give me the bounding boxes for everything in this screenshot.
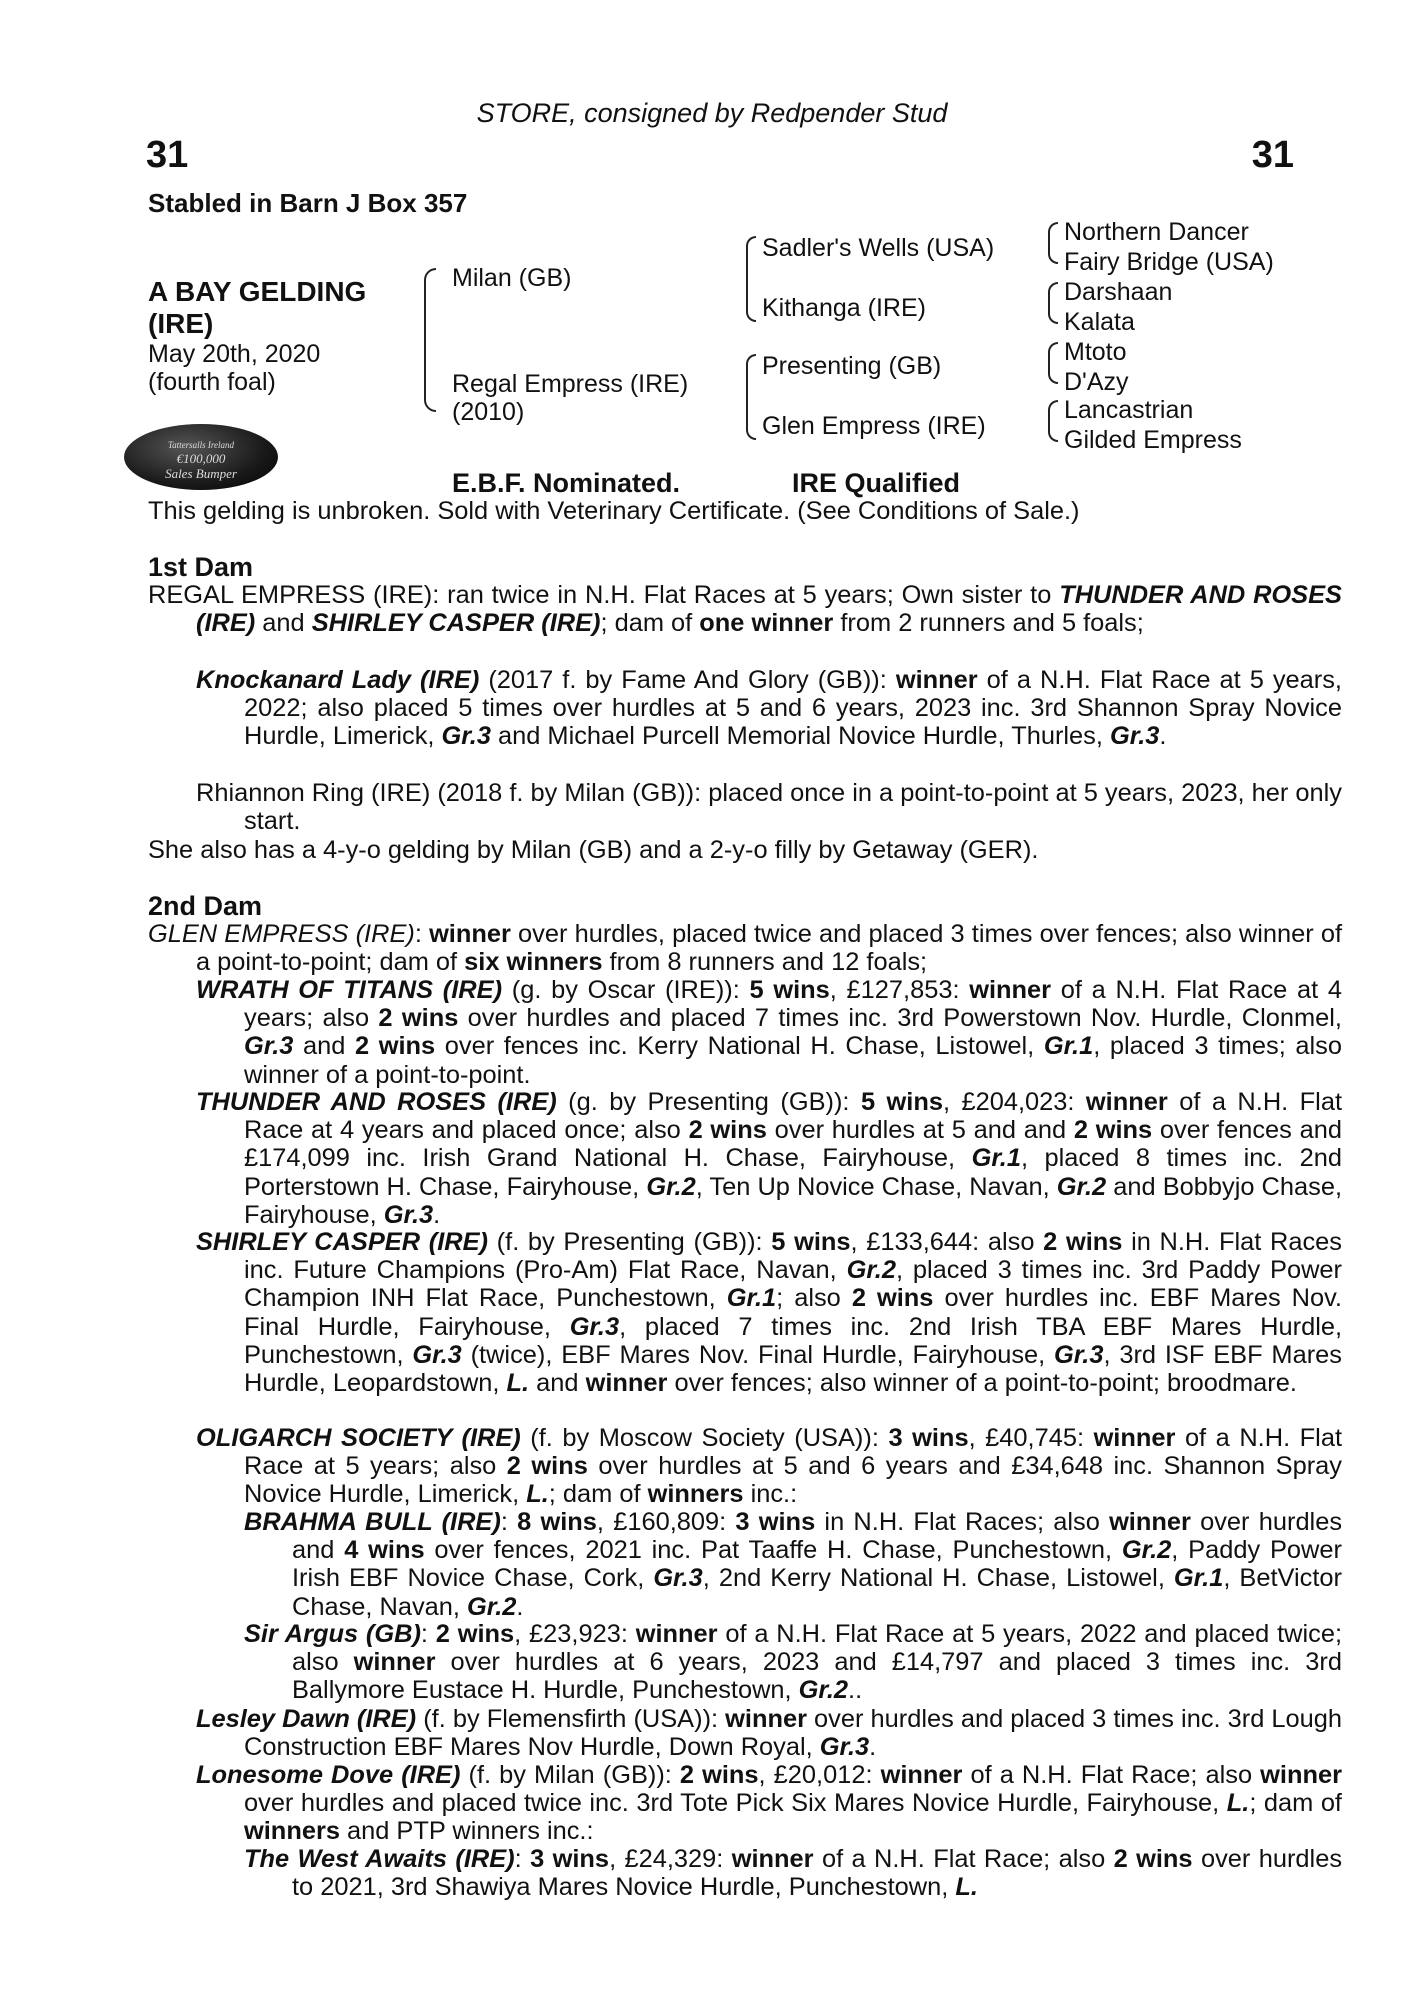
produce-wrath-of-titans: WRATH OF TITANS (IRE) (g. by Oscar (IRE)): 5 wins, £127,853: winner of a N.H. Flat Race at 4 years; also 2 wins over hurdles and placed 7 times inc. 3rd Powerstown Nov. Hurdle, Clonmel, Gr.3 and 2 wins over fences inc. Kerry National H. Chase, Listowel, Gr.1, placed 3 times; also winner of a point-to-point. [196,976,1342,1089]
produce-thunder-and-roses: THUNDER AND ROSES (IRE) (g. by Presenting (GB)): 5 wins, £204,023: winner of a N.H. Flat Race at 4 years and placed once; also 2 wins over hurdles at 5 and and 2 wins over fences and £174,099 inc. Irish Grand National H. Chase, Fairyhouse, Gr.1, placed 8 times inc. 2nd Porterstown H. Chase, Fairyhouse, Gr.2, Ten Up Novice Chase, Navan, Gr.2 and Bobbyjo Chase, Fairyhouse, Gr.3. [196,1088,1343,1229]
first-dam-intro: REGAL EMPRESS (IRE): ran twice in N.H. Flat Races at 5 years; Own sister to THUNDER AND ROSES (IRE) and SHIRLEY CASPER (IRE); dam of one winner from 2 runners and 5 foals; [148,581,1342,638]
badge-top-text: Tattersalls Ireland [167,440,235,450]
horse-title-line2: (IRE) [148,308,214,339]
consignor-line: STORE, consigned by Redpender Stud [476,98,948,128]
pedigree-brace-sire [746,236,756,322]
produce-shirley-casper: SHIRLEY CASPER (IRE) (f. by Presenting (GB)): 5 wins, £133,644: also 2 wins in N.H. Flat Races inc. Future Champions (Pro-Am) Flat Race, Navan, Gr.2, placed 3 times inc. 3rd Paddy Power Champion INH Flat Race, Punchestown, Gr.1; also 2 wins over hurdles inc. EBF Mares Nov. Final Hurdle, Fairyhouse, Gr.3, placed 7 times inc. 2nd Irish TBA EBF Mares Hurdle, Punchestown, Gr.3 (twice), EBF Mares Nov. Final Hurdle, Fairyhouse, Gr.3, 3rd ISF EBF Mares Hurdle, Leopardstown, L. and winner over fences; also winner of a point-to-point; broodmare. [196,1228,1343,1398]
pedigree-g7: Lancastrian [1064,396,1194,424]
produce-oligarch-society: OLIGARCH SOCIETY (IRE) (f. by Moscow Society (USA)): 3 wins, £40,745: winner of a N.H. Flat Race at 5 years; also 2 wins over hurdles at 5 and 6 years and £34,648 inc. Shannon Spray Novice Hurdle, Limerick, L.; dam of winners inc.: [196,1424,1342,1509]
pedigree-g6: D'Azy [1064,368,1129,396]
produce-the-west-awaits: The West Awaits (IRE): 3 wins, £24,329: winner of a N.H. Flat Race; also 2 wins over hurdles to 2021, 3rd Shawiya Mares Novice Hurdle, Punchestown, L. [244,1845,1343,1902]
produce-sir-argus: Sir Argus (GB): 2 wins, £23,923: winner of a N.H. Flat Race at 5 years, 2022 and placed twice; also winner over hurdles at 6 years, 2023 and £14,797 and placed 3 times inc. 3rd Ballymore Eustace H. Hurdle, Punchestown, Gr.2.. [244,1620,1342,1705]
second-dam-intro: GLEN EMPRESS (IRE): winner over hurdles, placed twice and placed 3 times over fences; also winner of a point-to-point; dam of six winners from 8 runners and 12 foals; [148,920,1343,977]
badge-amount: €100,000 [176,451,226,466]
produce-knockanard-lady: Knockanard Lady (IRE) (2017 f. by Fame And Glory (GB)): winner of a N.H. Flat Race at 5 years, 2022; also placed 5 times over hurdles at 5 and 6 years, 2023 inc. 3rd Shannon Spray Novice Hurdle, Limerick, Gr.3 and Michael Purcell Memorial Novice Hurdle, Thurles, Gr.3. [196,666,1342,751]
pedigree-g1: Northern Dancer [1064,218,1249,246]
stabling-info: Stabled in Barn J Box 357 [148,188,468,218]
pedigree-brace-g2 [1048,282,1058,324]
first-dam-also: She also has a 4-y-o gelding by Milan (GB) and a 2-y-o filly by Getaway (GER). [148,836,1039,864]
produce-brahma-bull: BRAHMA BULL (IRE): 8 wins, £160,809: 3 wins in N.H. Flat Races; also winner over hurdles and 4 wins over fences, 2021 inc. Pat Taaffe H. Chase, Punchestown, Gr.2, Paddy Power Irish EBF Novice Chase, Cork, Gr.3, 2nd Kerry National H. Chase, Listowel, Gr.1, BetVictor Chase, Navan, Gr.2. [244,1508,1343,1621]
pedigree-sire-sire: Sadler's Wells (USA) [762,234,995,262]
pedigree-g5: Mtoto [1064,338,1127,366]
lot-number-right: 31 [1251,134,1294,176]
pedigree-brace-dam [746,354,756,440]
pedigree-brace-g4 [1048,400,1058,442]
horse-title [148,276,366,340]
first-dam-heading: 1st Dam [148,552,254,582]
pedigree-dam-sire: Presenting (GB) [762,352,942,380]
sale-conditions-note: This gelding is unbroken. Sold with Veterinary Certificate. (See Conditions of Sale.) [148,497,1080,525]
pedigree-brace-g3 [1048,342,1058,384]
pedigree-dam-year: (2010) [452,398,525,426]
pedigree-brace-main [424,268,436,412]
pedigree-brace-g1 [1048,222,1058,264]
produce-rhiannon-ring: Rhiannon Ring (IRE) (2018 f. by Milan (GB)): placed once in a point-to-point at 5 years, 2023, her only start. [196,779,1343,836]
pedigree-g4: Kalata [1064,308,1135,336]
second-dam-heading: 2nd Dam [148,891,263,921]
pedigree-dam-dam: Glen Empress (IRE) [762,412,986,440]
badge-bottom-text: Sales Bumper [165,466,237,481]
lot-number-left: 31 [146,134,189,176]
ire-qualified: IRE Qualified [792,468,961,498]
pedigree-sire: Milan (GB) [452,264,572,292]
foaling-date: May 20th, 2020 [148,340,321,368]
pedigree-sire-dam: Kithanga (IRE) [762,294,926,322]
sales-bumper-badge [124,424,278,490]
pedigree-g3: Darshaan [1064,278,1173,306]
pedigree-g2: Fairy Bridge (USA) [1064,248,1274,276]
horse-title-line1: A BAY GELDING [148,276,367,307]
pedigree-dam: Regal Empress (IRE) [452,370,689,398]
ebf-nominated: E.B.F. Nominated. [452,468,681,498]
pedigree-g8: Gilded Empress [1064,426,1242,454]
produce-lesley-dawn: Lesley Dawn (IRE) (f. by Flemensfirth (USA)): winner over hurdles and placed 3 times inc. 3rd Lough Construction EBF Mares Nov Hurdle, Down Royal, Gr.3. [196,1705,1342,1762]
produce-lonesome-dove: Lonesome Dove (IRE) (f. by Milan (GB)): 2 wins, £20,012: winner of a N.H. Flat Race; also winner over hurdles and placed twice inc. 3rd Tote Pick Six Mares Novice Hurdle, Fairyhouse, L.; dam of winners and PTP winners inc.: [196,1761,1342,1846]
foal-number: (fourth foal) [148,368,276,396]
